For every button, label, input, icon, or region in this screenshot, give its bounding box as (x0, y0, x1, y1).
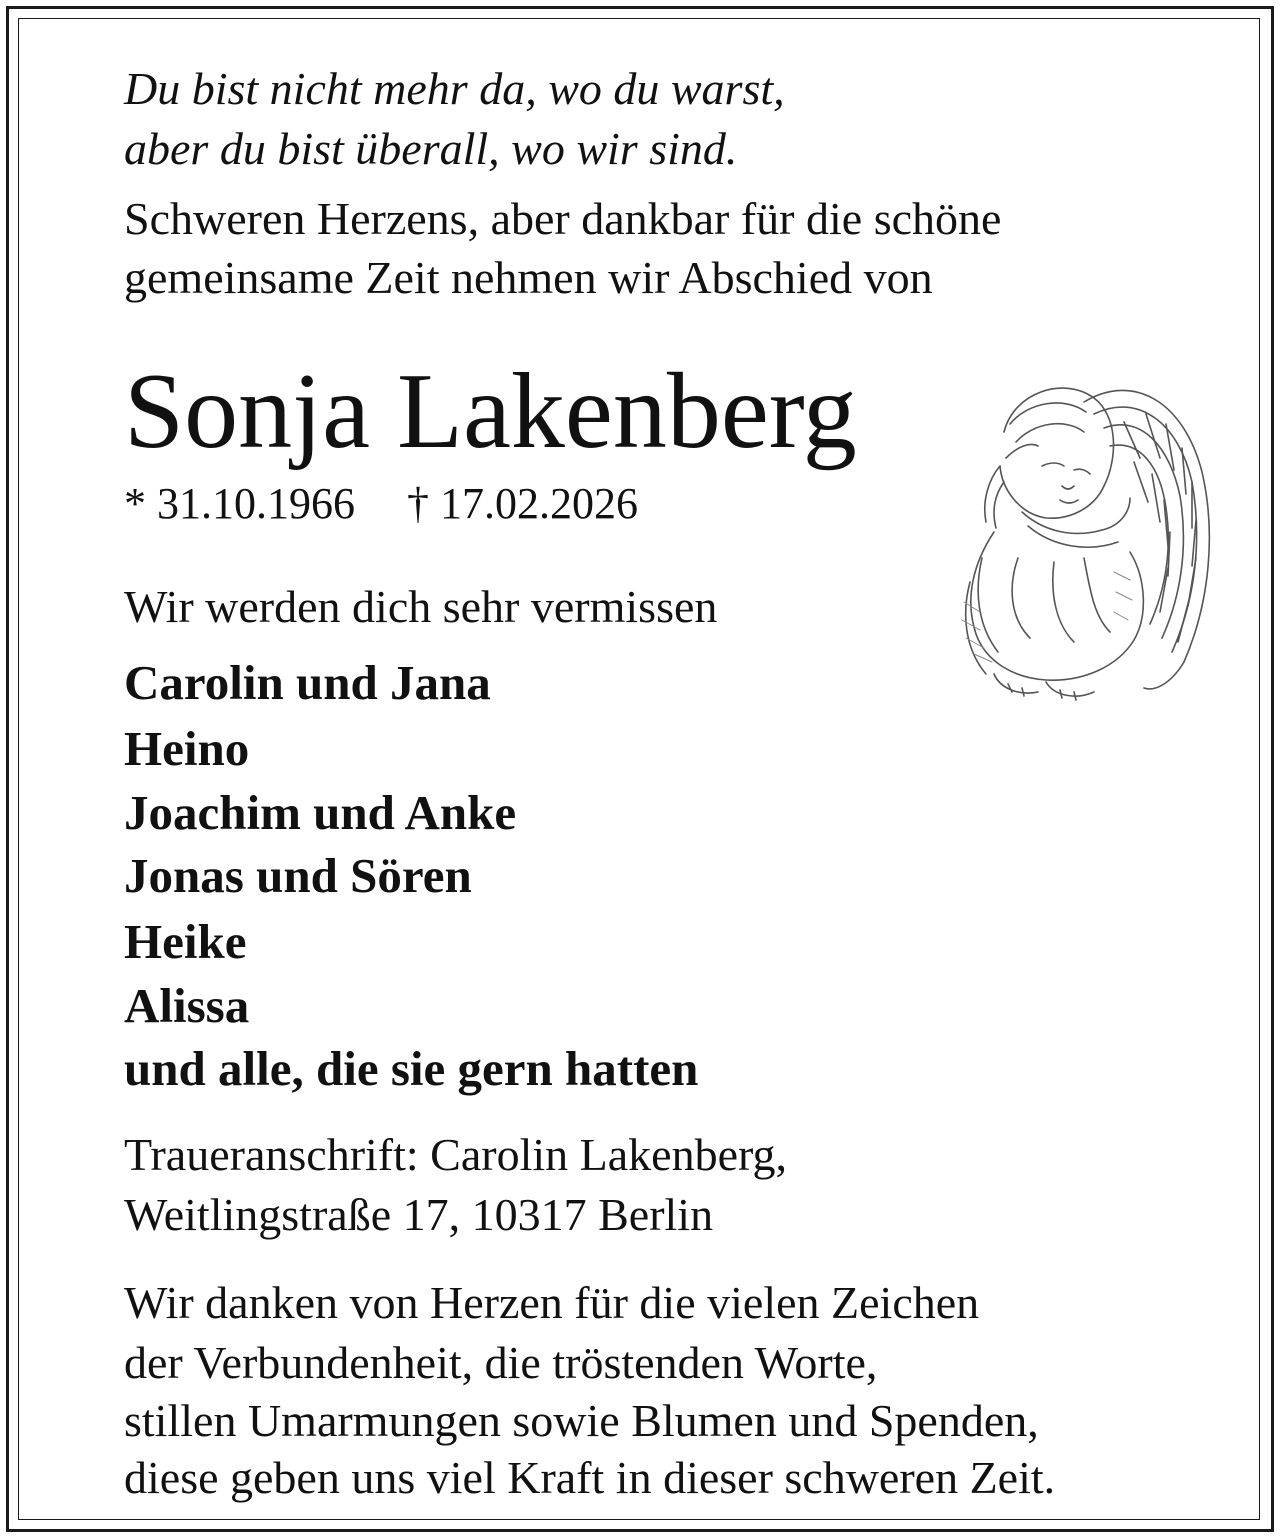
miss-text: Wir werden dich sehr vermissen (124, 581, 718, 632)
deceased-name: Sonja Lakenberg (124, 352, 857, 471)
intro-line-1: Schweren Herzens, aber dankbar für die schöne (124, 193, 1002, 244)
mourner-3: Joachim und Anke (124, 785, 517, 840)
thanks-line-3: stillen Umarmungen sowie Blumen und Spenden, (124, 1395, 1039, 1446)
address-line-2: Weitlingstraße 17, 10317 Berlin (124, 1189, 714, 1240)
birth-date: * 31.10.1966 (124, 479, 355, 528)
angel-drawing-icon (934, 362, 1222, 710)
death-date: † 17.02.2026 (407, 479, 638, 528)
thanks-line-1: Wir danken von Herzen für die vielen Zeichen (124, 1277, 980, 1328)
mourner-2: Heino (124, 721, 250, 776)
mourner-5: Heike (124, 914, 247, 969)
mourner-4: Jonas und Sören (124, 848, 472, 903)
life-dates (124, 479, 638, 528)
mourner-6: Alissa (124, 978, 250, 1033)
mourner-1: Carolin und Jana (124, 655, 491, 710)
quote-line-1: Du bist nicht mehr da, wo du warst, (124, 63, 785, 114)
address-line-1: Traueranschrift: Carolin Lakenberg, (124, 1129, 787, 1180)
intro-line-2: gemeinsame Zeit nehmen wir Abschied von (124, 252, 933, 303)
mourner-7: und alle, die sie gern hatten (124, 1041, 699, 1096)
quote-line-2: aber du bist überall, wo wir sind. (124, 123, 738, 174)
thanks-line-2: der Verbundenheit, die tröstenden Worte, (124, 1337, 878, 1388)
thanks-line-4: diese geben uns viel Kraft in dieser schweren Zeit. (124, 1452, 1056, 1503)
